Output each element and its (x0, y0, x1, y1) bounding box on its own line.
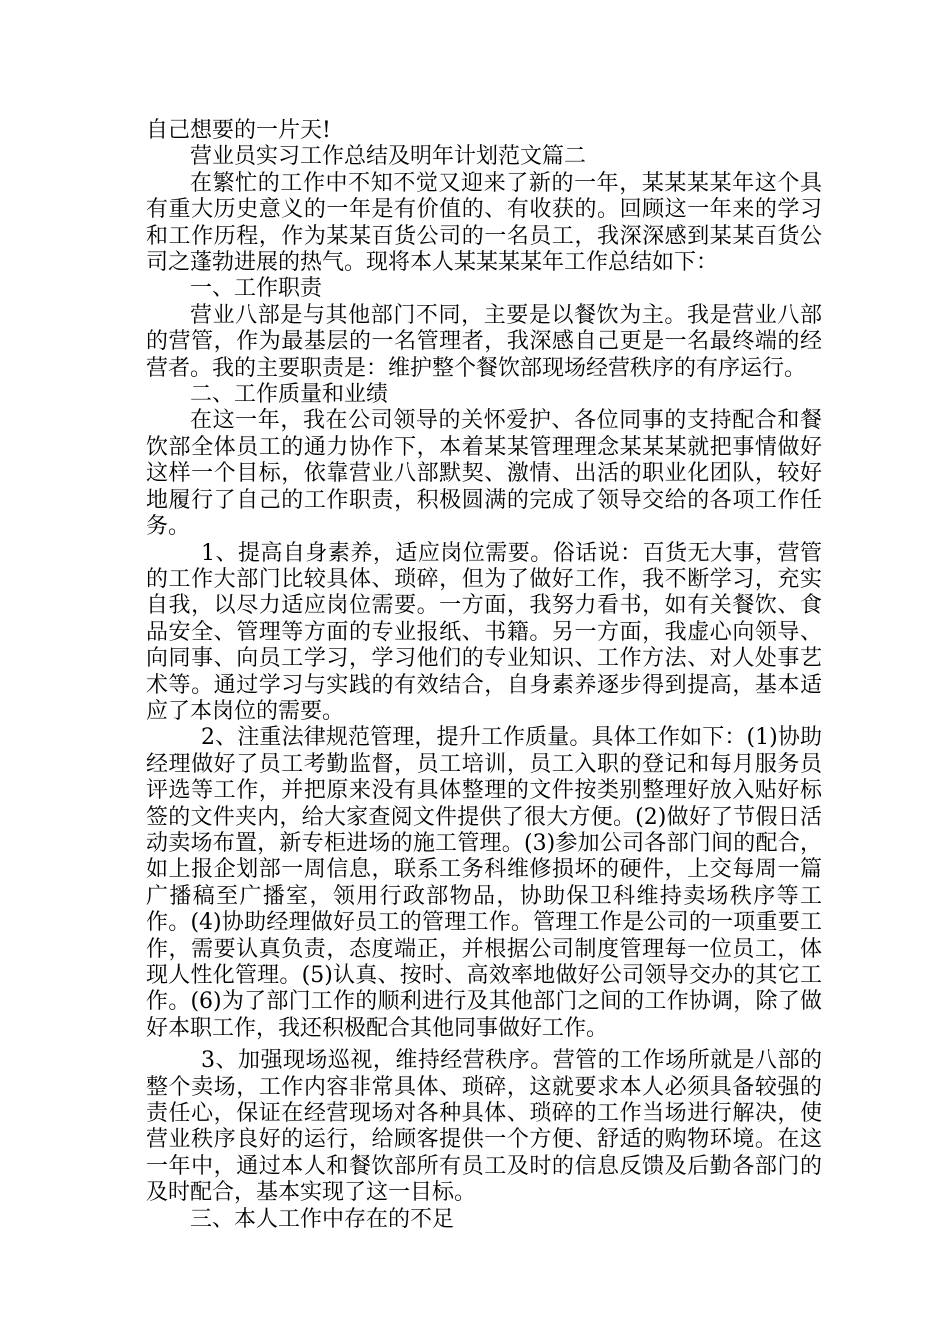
heading-shortcomings: 三、本人工作中存在的不足 (190, 1206, 455, 1232)
heading-work-duties: 一、工作职责 (190, 276, 323, 302)
paragraph-item-2: 2、注重法律规范管理，提升工作质量。具体工作如下：(1)协助经理做好了员工考勤监督，员工培训，员工入职的登记和每月服务员评选等工作，并把原来没有具体整理的文件按类别整理好放入贴好标签的文件夹内，给大家查阅文件提供了很大方便。(2)做好了节假日活动卖场布置，新专柜进场的施工管理。(3)参加公司各部门间的配合，如上报企划部一周信息，联系工务科维修损坏的硬件，上交每周一篇广播稿至广播室，领用行政部物品，协助保卫科维持卖场秩序等工作。(4)协助经理做好员工的管理工作。管理工作是公司的一项重要工作，需要认真负责，态度端正，并根据公司制度管理每一位员工，体现人性化管理。(5)认真、按时、高效率地做好公司领导交办的其它工作。(6)为了部门工作的顺利进行及其他部门之间的工作协调，除了做好本职工作，我还积极配合其他同事做好工作。 (146, 725, 822, 1041)
section-title: 营业员实习工作总结及明年计划范文篇二 (190, 144, 587, 170)
paragraph-continuation: 自己想要的一片天! (146, 118, 331, 143)
paragraph-item-3: 3、加强现场巡视，维持经营秩序。营管的工作场所就是八部的整个卖场，工作内容非常具体、琐碎，这就要求本人必须具备较强的责任心，保证在经营现场对各种具体、琐碎的工作当场进行解决，使营业秩序良好的运行，给顾客提供一个方便、舒适的购物环境。在这一年中，通过本人和餐饮部所有员工及时的信息反馈及后勤各部门的及时配合，基本实现了这一目标。 (146, 1048, 822, 1206)
heading-work-quality: 二、工作质量和业绩 (190, 382, 389, 408)
document-body (146, 118, 822, 1233)
paragraph-quality: 在这一年，我在公司领导的关怀爱护、各位同事的支持配合和餐饮部全体员工的通力协作下，本着某某管理理念某某某就把事情做好这样一个目标，依靠营业八部默契、激情、出活的职业化团队，较好地履行了自己的工作职责，积极圆满的完成了领导交给的各项工作任务。 (146, 408, 822, 540)
paragraph-intro: 在繁忙的工作中不知不觉又迎来了新的一年，某某某某年这个具有重大历史意义的一年是有价值的、有收获的。回顾这一年来的学习和工作历程，作为某某百货公司的一名员工，我深深感到某某百货公司之蓬勃进展的热气。现将本人某某某某年工作总结如下： (146, 170, 822, 276)
paragraph-duties: 营业八部是与其他部门不同，主要是以餐饮为主。我是营业八部的营管，作为最基层的一名管理者，我深感自己更是一名最终端的经营者。我的主要职责是：维护整个餐饮部现场经营秩序的有序运行。 (146, 302, 822, 381)
paragraph-item-1: 1、提高自身素养，适应岗位需要。俗话说：百货无大事，营管的工作大部门比较具体、琐碎，但为了做好工作，我不断学习，充实自我，以尽力适应岗位需要。一方面，我努力看书，如有关餐饮、食品安全、管理等方面的专业报纸、书籍。另一方面，我虚心向领导、向同事、向员工学习，学习他们的专业知识、工作方法、对人处事艺术等。通过学习与实践的有效结合，自身素养逐步得到提高，基本适应了本岗位的需要。 (146, 540, 822, 724)
